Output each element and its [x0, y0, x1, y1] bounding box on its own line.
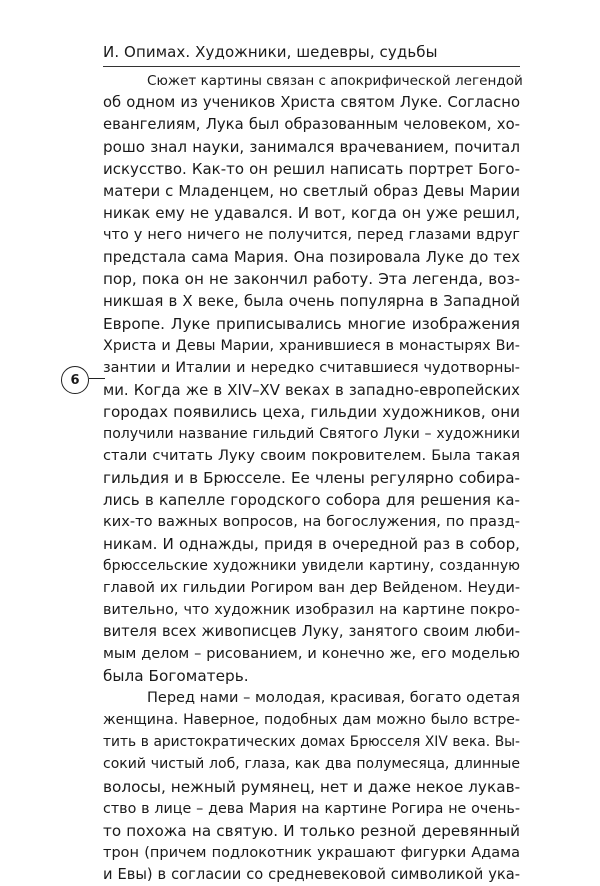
page-number: 6	[70, 372, 80, 388]
text-line: вительно, что художник изобразил на картине покро-	[103, 602, 520, 619]
text-line: зантии и Италии и нередко считавшиеся чудотворны-	[103, 359, 520, 376]
text-line: гильдия и в Брюсселе. Ее члены регулярно собира-	[103, 468, 520, 487]
text-line: евангелиям, Лука был образованным человеком, хо-	[103, 116, 520, 134]
text-line: брюссельские художники увидели картину, созданную	[103, 558, 520, 575]
text-line: и Евы) в согласии со средневековой символикой ука-	[103, 865, 520, 883]
text-line: трон (причем подлокотник украшают фигурки Адама	[103, 844, 520, 861]
text-line: мым делом – рисованием, и конечно же, его моделью	[103, 646, 520, 663]
text-line: женщина. Наверное, подобных дам можно было встре-	[103, 712, 520, 729]
text-line: вителя всех живописцев Луку, занятого своим люби-	[103, 623, 520, 641]
body-text	[103, 70, 523, 886]
running-header	[103, 43, 523, 61]
text-line: получили название гильдий Святого Луки – художники	[103, 425, 520, 442]
text-line: главой их гильдии Рогиром ван дер Вейденом. Неуди-	[103, 580, 520, 597]
text-line: городах появились цеха, гильдии художников, они	[103, 402, 520, 421]
text-line: никам. И однажды, придя в очередной раз в собор,	[103, 534, 520, 553]
text-line: волосы, нежный румянец, нет и даже некое лукав-	[103, 777, 521, 796]
text-line: лись в капелле городского собора для решения ка-	[103, 490, 520, 509]
text-line: матери с Младенцем, но светлый образ Девы Марии	[103, 182, 520, 201]
text-line: ких-то важных вопросов, на богослужения, по празд-	[103, 512, 520, 530]
text-line: искусство. Как-то он решил написать портрет Бого-	[103, 160, 520, 179]
text-line: ство в лице – дева Мария на картине Рогира не очень-	[103, 800, 520, 817]
text-line: никак ему не удавался. И вот, когда он уже решил,	[103, 204, 520, 223]
text-line: ми. Когда же в XIV–XV веках в западно-европейских	[103, 380, 520, 399]
text-line: Перед нами – молодая, красивая, богато одетая	[147, 690, 520, 707]
text-line: была Богоматерь.	[103, 667, 249, 686]
text-line: Европе. Луке приписывались многие изображения	[103, 314, 520, 333]
text-line: никшая в X веке, была очень популярна в Западной	[103, 292, 520, 311]
text-line: стали считать Луку своим покровителем. Была такая	[103, 446, 520, 464]
running-head-title: И. Опимах. Художники, шедевры, судьбы	[103, 43, 438, 61]
text-line: Христа и Девы Марии, хранившиеся в монастырях Ви-	[103, 337, 520, 354]
text-line: рошо знал науки, занимался врачеванием, почитал	[103, 138, 520, 157]
page-number-badge	[61, 366, 89, 394]
text-line: Сюжет картины связан с апокрифической легендой	[147, 73, 523, 89]
text-line: сокий чистый лоб, глаза, как два полумесяца, длинные	[103, 756, 520, 773]
text-line: предстала сама Мария. Она позировала Луке до тех	[103, 248, 520, 267]
text-line: пор, пока он не закончил работу. Эта легенда, воз-	[103, 270, 520, 289]
text-line: тить в аристократических домах Брюсселя XIV века. Вы-	[103, 734, 520, 751]
header-rule	[103, 66, 520, 67]
text-line: об одном из учеников Христа святом Луке. Согласно	[103, 94, 520, 112]
text-line: что у него ничего не получится, перед глазами вдруг	[103, 227, 520, 244]
text-line: то похожа на святую. И только резной деревянный	[103, 821, 520, 840]
